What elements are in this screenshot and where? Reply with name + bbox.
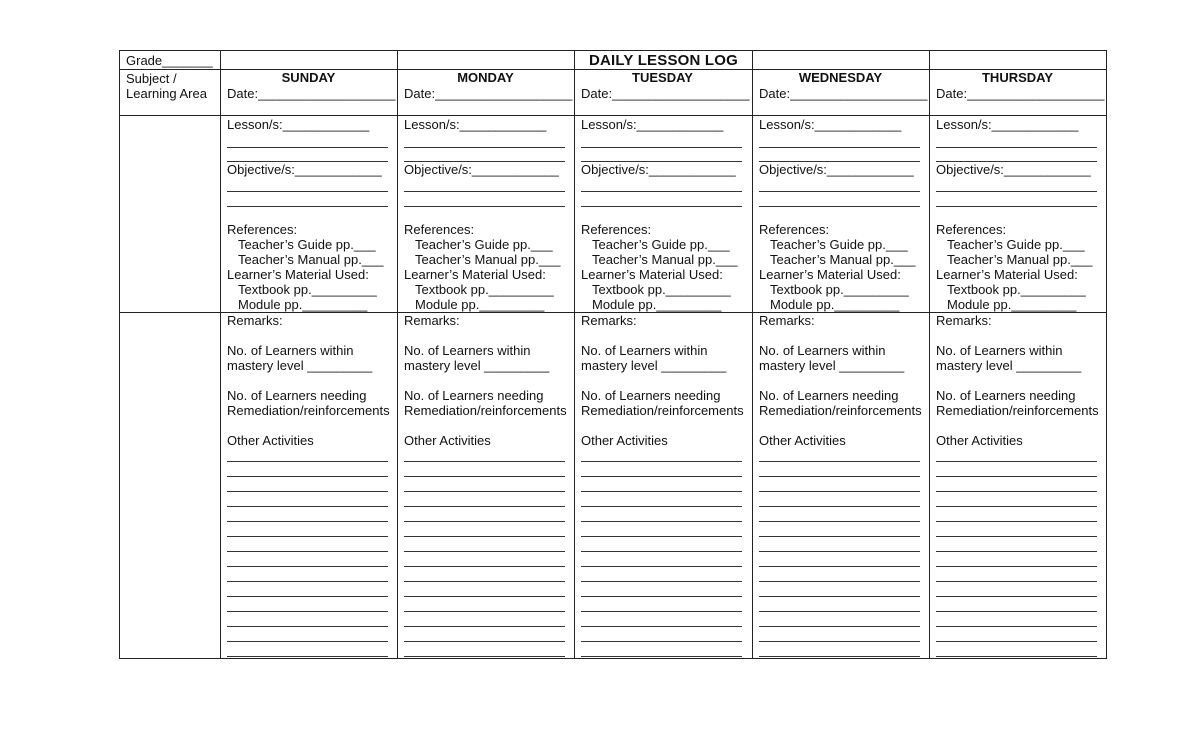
- writing-line: [404, 491, 565, 492]
- writing-line: [404, 147, 565, 148]
- references-label: References:: [404, 222, 475, 237]
- learners-material-label: Learner’s Material Used:: [227, 267, 369, 282]
- writing-line: [936, 566, 1097, 567]
- date-field: Date:___________________: [936, 86, 1105, 101]
- day-column-monday: [398, 70, 573, 658]
- writing-line: [404, 521, 565, 522]
- mastery-label-line1: No. of Learners within: [759, 343, 886, 358]
- writing-line: [759, 596, 920, 597]
- remediation-label-line2: Remediation/reinforcements: [759, 403, 922, 418]
- teachers-manual-label: Teacher’s Manual pp.___: [947, 252, 1093, 267]
- writing-line: [404, 191, 565, 192]
- writing-line: [227, 626, 388, 627]
- other-activities-label: Other Activities: [581, 433, 668, 448]
- writing-line: [404, 551, 565, 552]
- writing-line: [404, 476, 565, 477]
- writing-line: [936, 191, 1097, 192]
- writing-line: [759, 566, 920, 567]
- module-label: Module pp._________: [238, 297, 368, 312]
- teachers-manual-label: Teacher’s Manual pp.___: [770, 252, 916, 267]
- writing-line: [936, 536, 1097, 537]
- teachers-guide-label: Teacher’s Guide pp.___: [415, 237, 553, 252]
- objectives-label: Objective/s:____________: [404, 162, 559, 177]
- writing-line: [227, 596, 388, 597]
- writing-line: [759, 581, 920, 582]
- remarks-label: Remarks:: [581, 313, 637, 328]
- module-label: Module pp._________: [947, 297, 1077, 312]
- writing-line: [581, 461, 742, 462]
- writing-line: [581, 536, 742, 537]
- references-label: References:: [936, 222, 1007, 237]
- lessons-label: Lesson/s:____________: [759, 117, 902, 132]
- writing-line: [581, 506, 742, 507]
- day-column-wednesday: [753, 70, 928, 658]
- writing-line: [936, 596, 1097, 597]
- writing-line: [227, 206, 388, 207]
- grade-label: Grade_______: [126, 53, 213, 68]
- remarks-label: Remarks:: [759, 313, 815, 328]
- mastery-label-line1: No. of Learners within: [404, 343, 531, 358]
- day-name: WEDNESDAY: [798, 70, 883, 85]
- writing-line: [759, 551, 920, 552]
- remediation-label-line1: No. of Learners needing: [759, 388, 899, 403]
- writing-line: [227, 566, 388, 567]
- textbook-label: Textbook pp._________: [592, 282, 731, 297]
- objectives-label: Objective/s:____________: [581, 162, 736, 177]
- mastery-label-line2: mastery level _________: [227, 358, 373, 373]
- lessons-label: Lesson/s:____________: [936, 117, 1079, 132]
- other-activities-label: Other Activities: [759, 433, 846, 448]
- teachers-guide-label: Teacher’s Guide pp.___: [770, 237, 908, 252]
- writing-line: [581, 551, 742, 552]
- remediation-label-line2: Remediation/reinforcements: [581, 403, 744, 418]
- writing-line: [936, 521, 1097, 522]
- writing-line: [759, 506, 920, 507]
- learners-material-label: Learner’s Material Used:: [936, 267, 1078, 282]
- page-title: DAILY LESSON LOG: [588, 52, 739, 69]
- writing-line: [404, 641, 565, 642]
- mastery-label-line1: No. of Learners within: [227, 343, 354, 358]
- writing-line: [581, 581, 742, 582]
- writing-line: [936, 626, 1097, 627]
- writing-line: [581, 596, 742, 597]
- module-label: Module pp._________: [592, 297, 722, 312]
- day-name: THURSDAY: [981, 70, 1054, 85]
- textbook-label: Textbook pp._________: [238, 282, 377, 297]
- writing-line: [936, 461, 1097, 462]
- learners-material-label: Learner’s Material Used:: [581, 267, 723, 282]
- lessons-label: Lesson/s:____________: [581, 117, 724, 132]
- writing-line: [759, 461, 920, 462]
- writing-line: [227, 491, 388, 492]
- writing-line: [227, 641, 388, 642]
- writing-line: [581, 491, 742, 492]
- writing-line: [759, 521, 920, 522]
- writing-line: [227, 656, 388, 657]
- other-activities-label: Other Activities: [936, 433, 1023, 448]
- remediation-label-line1: No. of Learners needing: [581, 388, 721, 403]
- writing-line: [936, 581, 1097, 582]
- remediation-label-line1: No. of Learners needing: [404, 388, 544, 403]
- writing-line: [936, 206, 1097, 207]
- remediation-label-line1: No. of Learners needing: [936, 388, 1076, 403]
- mastery-label-line2: mastery level _________: [759, 358, 905, 373]
- writing-line: [936, 656, 1097, 657]
- day-name: SUNDAY: [281, 70, 336, 85]
- mastery-label-line1: No. of Learners within: [936, 343, 1063, 358]
- mastery-label-line1: No. of Learners within: [581, 343, 708, 358]
- other-activities-label: Other Activities: [404, 433, 491, 448]
- writing-line: [759, 147, 920, 148]
- teachers-guide-label: Teacher’s Guide pp.___: [592, 237, 730, 252]
- mastery-label-line2: mastery level _________: [404, 358, 550, 373]
- writing-line: [227, 521, 388, 522]
- writing-line: [759, 626, 920, 627]
- references-label: References:: [227, 222, 298, 237]
- writing-line: [936, 641, 1097, 642]
- writing-line: [404, 461, 565, 462]
- textbook-label: Textbook pp._________: [415, 282, 554, 297]
- remarks-label: Remarks:: [936, 313, 992, 328]
- learners-material-label: Learner’s Material Used:: [404, 267, 546, 282]
- writing-line: [936, 476, 1097, 477]
- writing-line: [404, 611, 565, 612]
- day-column-tuesday: [575, 70, 750, 658]
- writing-line: [227, 551, 388, 552]
- teachers-manual-label: Teacher’s Manual pp.___: [415, 252, 561, 267]
- remediation-label-line2: Remediation/reinforcements: [227, 403, 390, 418]
- mastery-label-line2: mastery level _________: [936, 358, 1082, 373]
- teachers-manual-label: Teacher’s Manual pp.___: [238, 252, 384, 267]
- day-column-sunday: [221, 70, 396, 658]
- objectives-label: Objective/s:____________: [227, 162, 382, 177]
- teachers-guide-label: Teacher’s Guide pp.___: [238, 237, 376, 252]
- date-field: Date:___________________: [581, 86, 750, 101]
- writing-line: [227, 476, 388, 477]
- writing-line: [404, 206, 565, 207]
- day-name: MONDAY: [457, 70, 514, 85]
- writing-line: [759, 191, 920, 192]
- writing-line: [936, 551, 1097, 552]
- writing-line: [581, 521, 742, 522]
- writing-line: [227, 461, 388, 462]
- other-activities-label: Other Activities: [227, 433, 314, 448]
- remarks-label: Remarks:: [404, 313, 460, 328]
- writing-line: [404, 581, 565, 582]
- writing-line: [227, 147, 388, 148]
- writing-line: [759, 536, 920, 537]
- writing-line: [581, 566, 742, 567]
- writing-line: [759, 476, 920, 477]
- references-label: References:: [759, 222, 830, 237]
- writing-line: [759, 611, 920, 612]
- teachers-guide-label: Teacher’s Guide pp.___: [947, 237, 1085, 252]
- writing-line: [404, 506, 565, 507]
- writing-line: [936, 506, 1097, 507]
- writing-line: [581, 147, 742, 148]
- module-label: Module pp._________: [770, 297, 900, 312]
- writing-line: [227, 191, 388, 192]
- module-label: Module pp._________: [415, 297, 545, 312]
- writing-line: [581, 476, 742, 477]
- lessons-label: Lesson/s:____________: [227, 117, 370, 132]
- writing-line: [404, 626, 565, 627]
- remediation-label-line1: No. of Learners needing: [227, 388, 367, 403]
- objectives-label: Objective/s:____________: [936, 162, 1091, 177]
- date-field: Date:___________________: [227, 86, 396, 101]
- writing-line: [581, 641, 742, 642]
- writing-line: [404, 596, 565, 597]
- writing-line: [581, 191, 742, 192]
- writing-line: [581, 626, 742, 627]
- day-name: TUESDAY: [632, 70, 693, 85]
- day-column-thursday: [930, 70, 1105, 658]
- teachers-manual-label: Teacher’s Manual pp.___: [592, 252, 738, 267]
- remarks-label: Remarks:: [227, 313, 283, 328]
- textbook-label: Textbook pp._________: [770, 282, 909, 297]
- writing-line: [227, 611, 388, 612]
- remediation-label-line2: Remediation/reinforcements: [936, 403, 1099, 418]
- writing-line: [581, 656, 742, 657]
- writing-line: [759, 656, 920, 657]
- writing-line: [404, 536, 565, 537]
- writing-line: [404, 566, 565, 567]
- remediation-label-line2: Remediation/reinforcements: [404, 403, 567, 418]
- writing-line: [581, 206, 742, 207]
- subject-learning-area-label: Subject / Learning Area: [126, 71, 207, 101]
- lessons-label: Lesson/s:____________: [404, 117, 547, 132]
- writing-line: [227, 506, 388, 507]
- lesson-log-table: [119, 50, 1107, 659]
- writing-line: [759, 206, 920, 207]
- learners-material-label: Learner’s Material Used:: [759, 267, 901, 282]
- references-label: References:: [581, 222, 652, 237]
- mastery-label-line2: mastery level _________: [581, 358, 727, 373]
- writing-line: [936, 147, 1097, 148]
- objectives-label: Objective/s:____________: [759, 162, 914, 177]
- date-field: Date:___________________: [759, 86, 928, 101]
- writing-line: [759, 641, 920, 642]
- writing-line: [936, 611, 1097, 612]
- writing-line: [759, 491, 920, 492]
- writing-line: [227, 581, 388, 582]
- date-field: Date:___________________: [404, 86, 573, 101]
- writing-line: [227, 536, 388, 537]
- writing-line: [936, 491, 1097, 492]
- writing-line: [404, 656, 565, 657]
- textbook-label: Textbook pp._________: [947, 282, 1086, 297]
- writing-line: [581, 611, 742, 612]
